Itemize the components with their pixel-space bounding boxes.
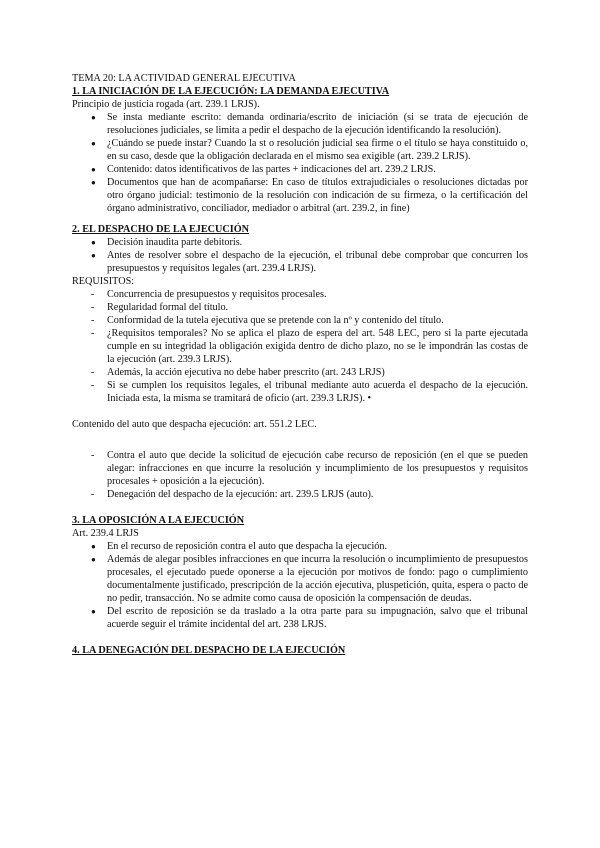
list-item: ● Contenido: datos identificativos de las partes + indicaciones del art. 239.2 LRJS.	[72, 163, 528, 176]
list-item: ● En el recurso de reposición contra el auto que despacha la ejecución.	[72, 540, 528, 553]
list-item: - Denegación del despacho de la ejecución: art. 239.5 LRJS (auto).	[72, 488, 528, 501]
list-item: ● Antes de resolver sobre el despacho de la ejecución, el tribunal debe comprobar que concurren los presupuestos y requisitos legales (art. 239.4 LRJS).	[72, 249, 528, 275]
document-title: TEMA 20: LA ACTIVIDAD GENERAL EJECUTIVA	[72, 73, 296, 84]
list-item: - Además, la acción ejecutiva no debe haber prescrito (art. 243 LRJS)	[72, 366, 528, 379]
section-2-heading: 2. EL DESPACHO DE LA EJECUCIÓN	[72, 224, 249, 235]
list-item: ● Además de alegar posibles infracciones en que incurra la resolución o incumplimiento de presupuestos procesales, el ejecutado puede oponerse a la ejecución por motivos de fondo: pago o cumplimiento documentalmente justificado, prescripción de la acción ejecutiva, pluspetición, quita, espera o pacto de no pedir, transacción. No se admite como causa de oposición la compensación de deudas.	[72, 553, 528, 605]
section-3-heading: 3. LA OPOSICIÓN A LA EJECUCIÓN	[72, 515, 245, 526]
requisitos-list	[72, 288, 528, 405]
list-item: - ¿Requisitos temporales? No se aplica el plazo de espera del art. 548 LEC, pero si la parte ejecutada cumple en su integridad la obligación exigida dentro de dicho plazo, no se le impondrán las costas de la ejecución (art. 239.3 LRJS).	[72, 327, 528, 366]
list-item: ● ¿Cuándo se puede instar? Cuando la st o resolución judicial sea firme o el título se haya constituido o, en su caso, desde que la obligación declarada en el mismo sea exigible (art. 239.2 LRJS).	[72, 137, 528, 163]
section-3-intro: Art. 239.4 LRJS	[72, 528, 139, 539]
section-1-heading: 1. LA INICIACIÓN DE LA EJECUCIÓN: LA DEMANDA EJECUTIVA	[72, 86, 390, 97]
section-1-intro: Principio de justicia rogada (art. 239.1 LRJS).	[72, 99, 260, 110]
contenido-auto-text: Contenido del auto que despacha ejecución: art. 551.2 LEC.	[72, 419, 317, 430]
list-item: ● Documentos que han de acompañarse: En caso de títulos extrajudiciales o resoluciones dictadas por otro órgano judicial: testimonio de la resolución con indicación de su firmeza, o la certificación del órgano administrativo, conciliador, mediador o arbitral (art. 239.2, in fine)	[72, 176, 528, 215]
list-item: - Contra el auto que decide la solicitud de ejecución cabe recurso de reposición (en el que se pueden alegar: infracciones en que incurre la resolución y incumplimiento de los presupuestos y requisitos procesales + oposición a la ejecución).	[72, 449, 528, 488]
list-item: - Si se cumplen los requisitos legales, el tribunal mediante auto acuerda el despacho de la ejecución. Iniciada esta, la misma se tramitará de oficio (art. 239.3 LRJS). •	[72, 379, 528, 405]
list-item: ● Del escrito de reposición se da traslado a la otra parte para su impugnación, salvo que el tribunal acuerde seguir el trámite incidental del art. 238 LRJS.	[72, 605, 528, 631]
section-3-bullet-list	[72, 540, 528, 631]
section-1-bullet-list	[72, 111, 528, 215]
list-item: - Concurrencia de presupuestos y requisitos procesales.	[72, 288, 528, 301]
list-item: ● Se insta mediante escrito: demanda ordinaria/escrito de iniciación (si se trata de ejecución de resoluciones judiciales, se limita a pedir el despacho de la ejecución identificando la resolución).	[72, 111, 528, 137]
section-4-heading: 4. LA DENEGACIÓN DEL DESPACHO DE LA EJECUCIÓN	[72, 645, 346, 656]
list-item: - Conformidad de la tutela ejecutiva que se pretende con la nº y contenido del título.	[72, 314, 528, 327]
list-item: ● Decisión inaudita parte debitoris.	[72, 236, 528, 249]
recursos-list	[72, 449, 528, 501]
section-2-bullet-list	[72, 236, 528, 275]
list-item: - Regularidad formal del título.	[72, 301, 528, 314]
document-page	[72, 72, 528, 657]
requisitos-label: REQUISITOS:	[72, 276, 135, 287]
